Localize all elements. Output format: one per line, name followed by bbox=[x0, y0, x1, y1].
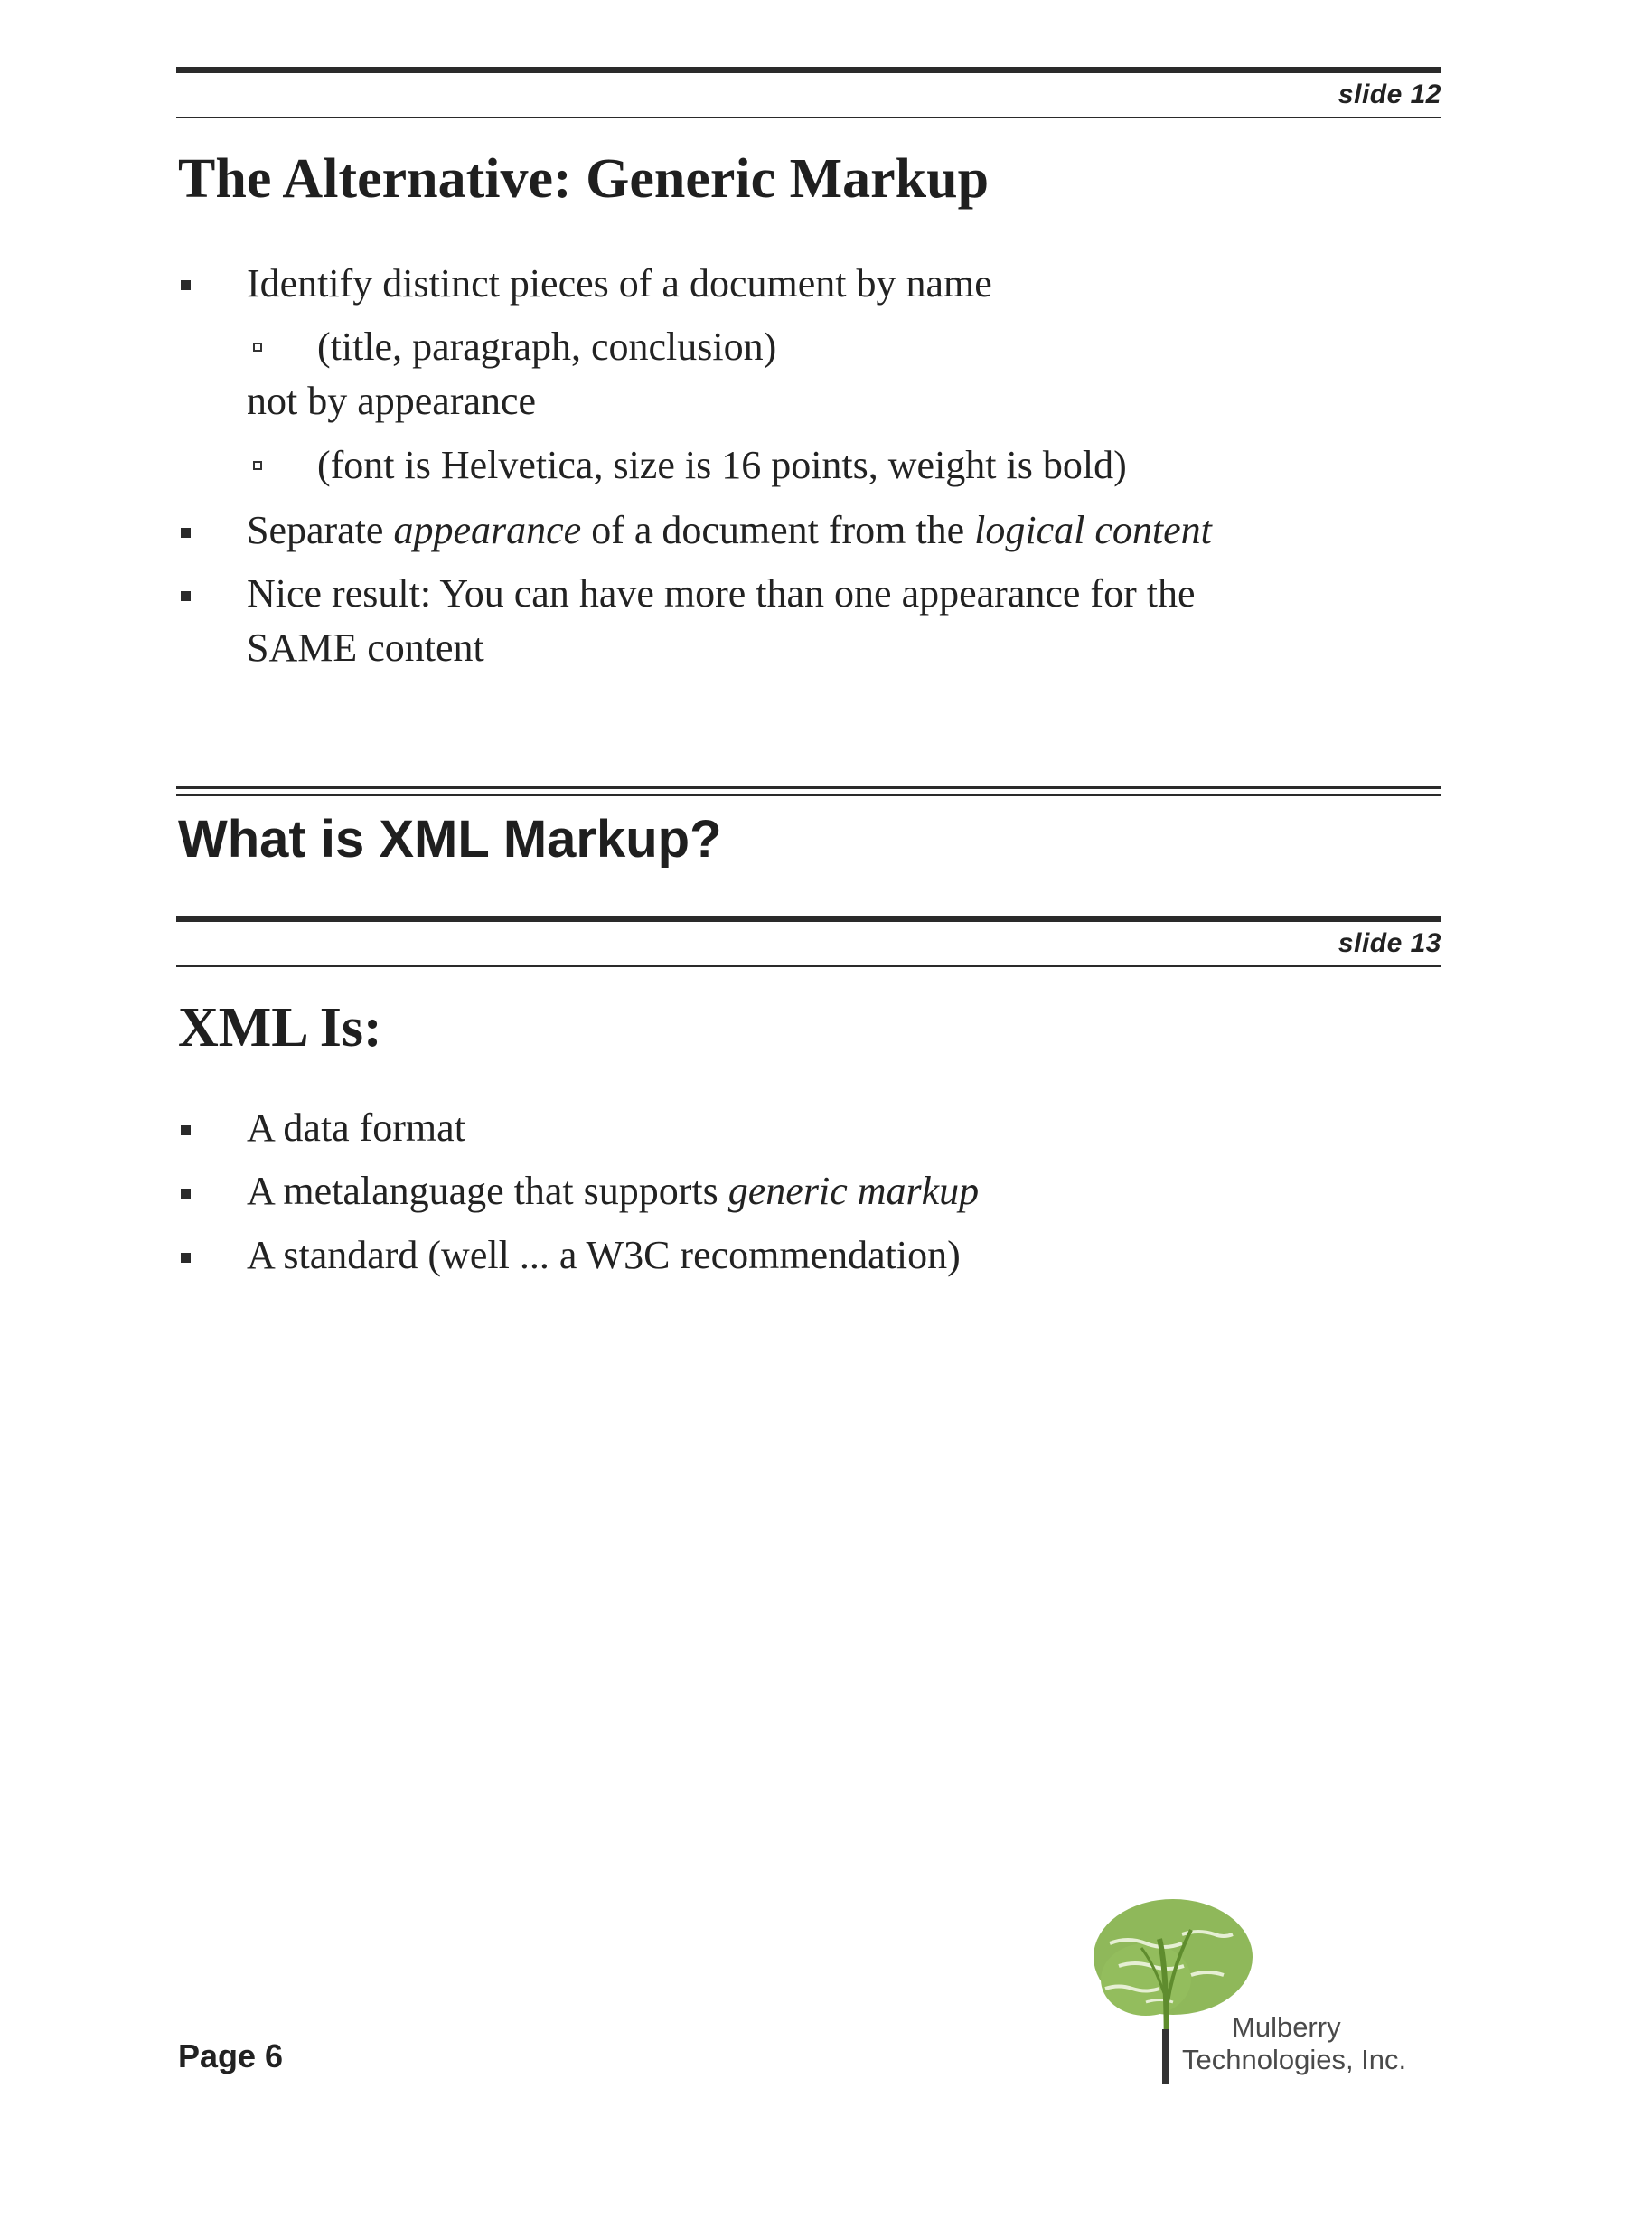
slide12-bullet2: Separate appearance of a document from the logical content bbox=[247, 508, 1212, 552]
section-rule-top bbox=[176, 786, 1441, 789]
slide13-bullet2: A metalanguage that supports generic markup bbox=[247, 1169, 980, 1213]
slide13-title: XML Is: bbox=[178, 997, 382, 1058]
slide12-sub1: (title, paragraph, conclusion) bbox=[317, 325, 777, 369]
bullet-marker bbox=[181, 1189, 191, 1199]
slide12-top-rule bbox=[176, 67, 1441, 73]
slide12-continuation: not by appearance bbox=[247, 379, 537, 423]
logo-name: Mulberry bbox=[1232, 2011, 1341, 2043]
logo-company: Technologies, Inc. bbox=[1182, 2044, 1407, 2075]
slide13-bottom-rule bbox=[176, 965, 1441, 967]
bullet-marker bbox=[181, 528, 191, 538]
slide13-bullet3: A standard (well ... a W3C recommendation) bbox=[247, 1233, 961, 1277]
page-number: Page 6 bbox=[178, 2037, 284, 2074]
bullet-marker bbox=[181, 1125, 191, 1135]
sub-bullet-marker bbox=[253, 343, 262, 352]
slide12-sub2: (font is Helvetica, size is 16 points, weight is bold) bbox=[317, 443, 1127, 487]
sub-bullet-marker bbox=[253, 461, 262, 470]
section-rule-bottom bbox=[176, 794, 1441, 796]
bullet-marker bbox=[181, 591, 191, 601]
slide12-label: slide 12 bbox=[1338, 80, 1441, 109]
company-logo bbox=[1092, 1894, 1453, 2084]
slide12-bottom-rule bbox=[176, 117, 1441, 118]
slide12-bullet3-line1: Nice result: You can have more than one appearance for the bbox=[247, 571, 1196, 616]
slide13-top-rule bbox=[176, 916, 1441, 922]
slide13-bullet1: A data format bbox=[247, 1105, 465, 1150]
slide12-bullet1: Identify distinct pieces of a document by name bbox=[247, 261, 992, 306]
bullet-marker bbox=[181, 280, 191, 290]
section-title: What is XML Markup? bbox=[178, 810, 722, 869]
slide12-bullet3-line2: SAME content bbox=[247, 626, 484, 670]
bullet-marker bbox=[181, 1253, 191, 1263]
slide12-title: The Alternative: Generic Markup bbox=[178, 148, 990, 210]
slide13-label: slide 13 bbox=[1338, 928, 1441, 958]
